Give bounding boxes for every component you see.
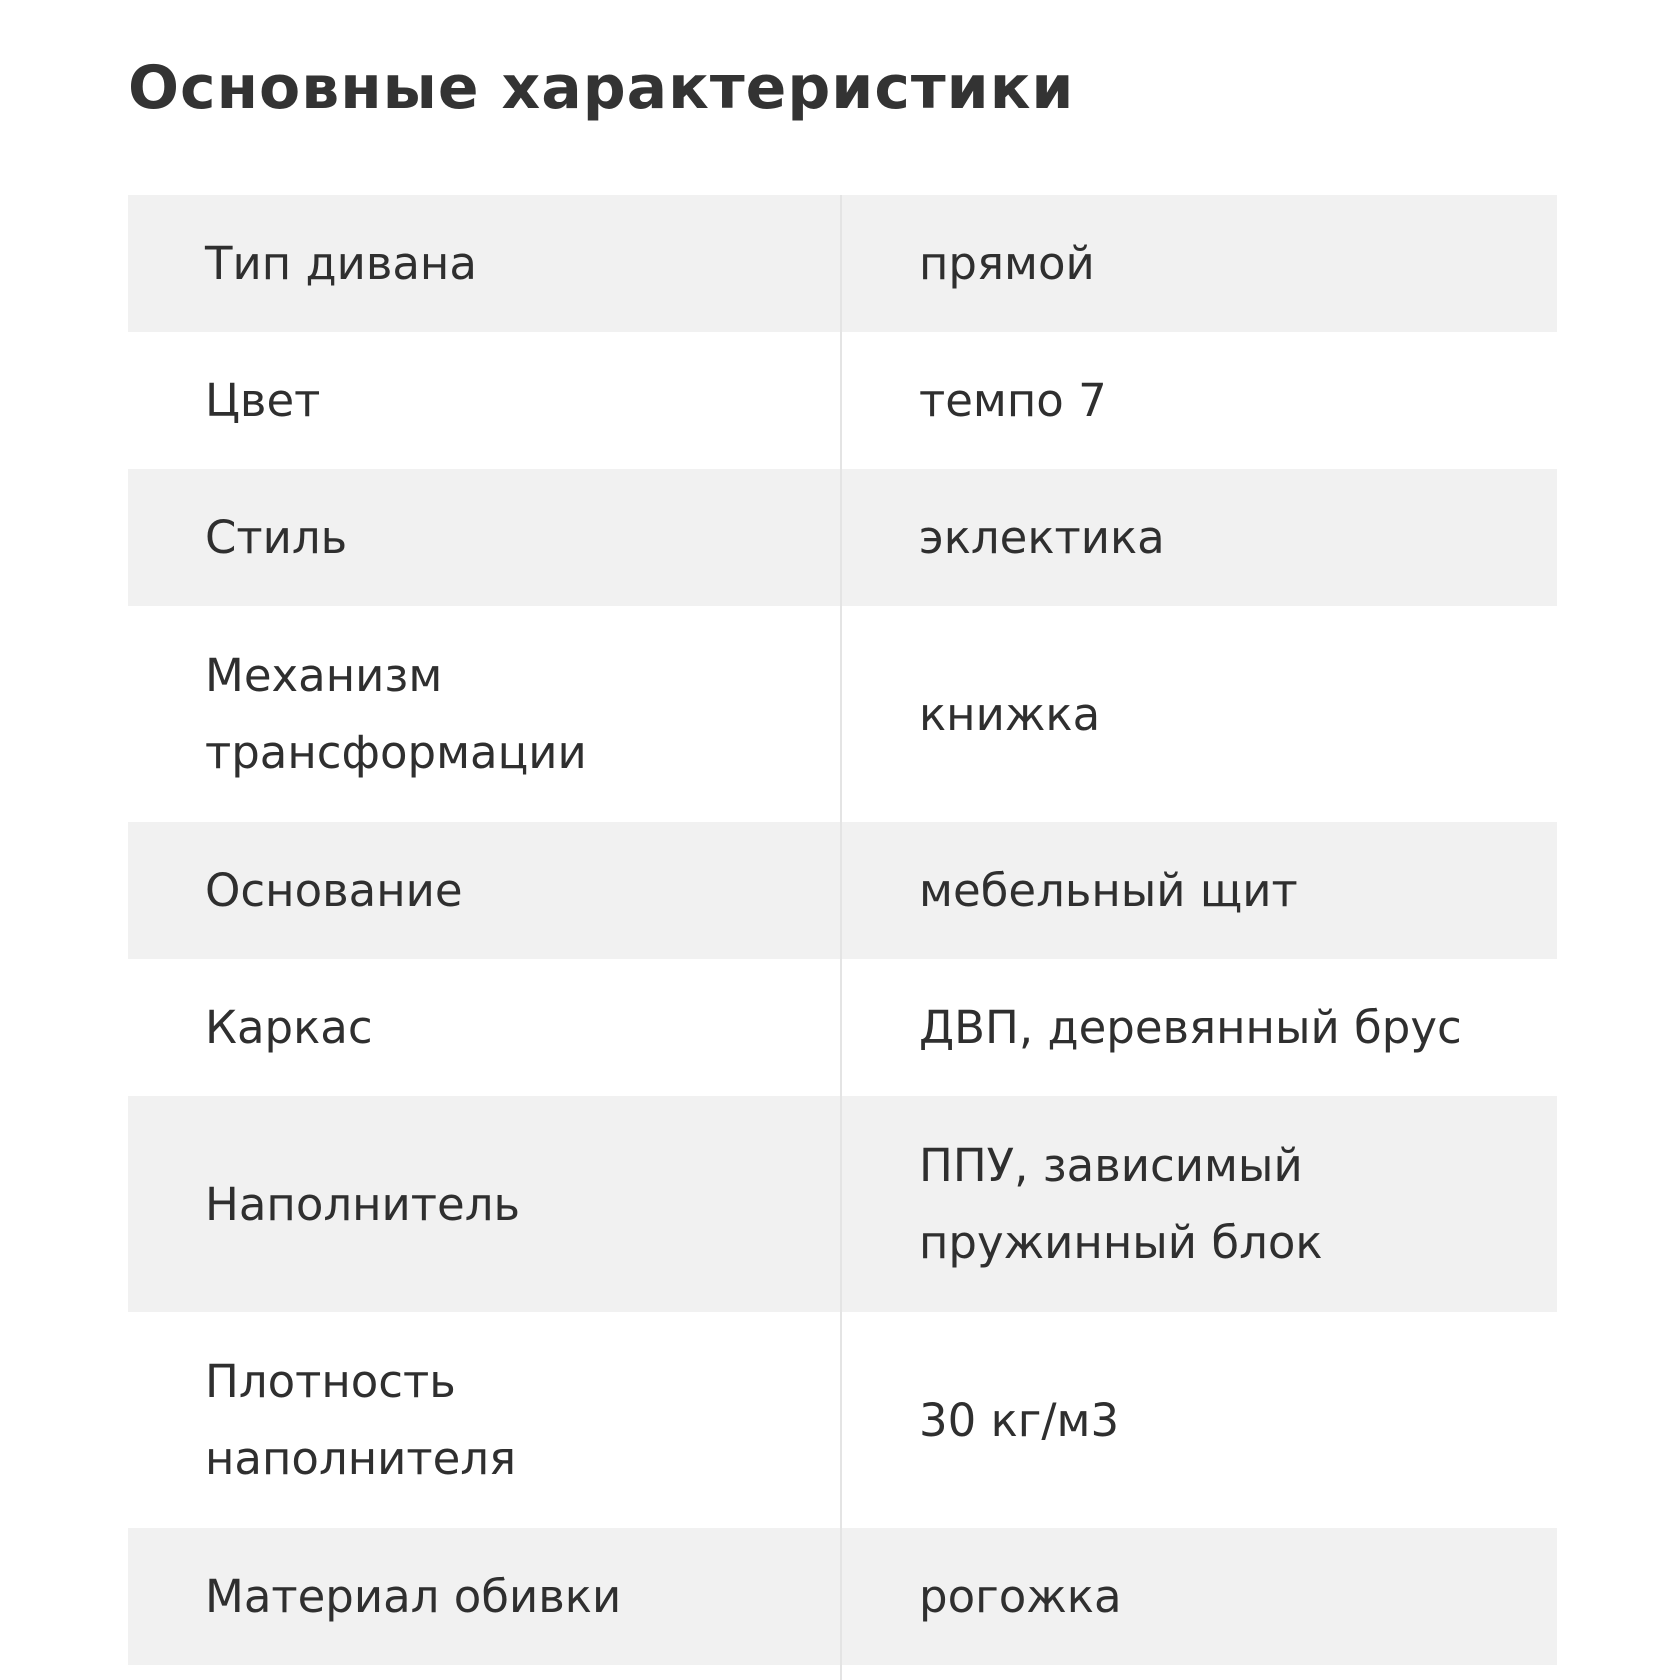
spec-label	[128, 1528, 842, 1665]
page-title: Основные характеристики	[128, 53, 1075, 123]
spec-row-base	[128, 822, 1557, 959]
spec-value	[842, 959, 1557, 1096]
spec-row-style	[128, 469, 1557, 606]
spec-value-text: эклектика	[919, 511, 1165, 564]
spec-label-text: Стиль	[205, 511, 348, 564]
spec-row-frame	[128, 959, 1557, 1096]
spec-value-text: прямой	[919, 237, 1095, 290]
spec-label-text: Цвет	[205, 374, 321, 427]
spec-value-text: ППУ, зависимый пружинный блок	[919, 1139, 1323, 1269]
spec-value-text: книжка	[919, 687, 1101, 741]
spec-table	[128, 195, 1557, 1665]
spec-value	[842, 606, 1557, 822]
spec-value-text: 30 кг/м3	[919, 1393, 1120, 1447]
spec-value-text: мебельный щит	[919, 864, 1298, 917]
spec-row-color	[128, 332, 1557, 469]
spec-label	[128, 195, 842, 332]
spec-label-text: Тип дивана	[205, 237, 477, 290]
spec-value-text: ДВП, деревянный брус	[919, 1001, 1462, 1054]
spec-value-text: темпо 7	[919, 374, 1107, 427]
spec-row-filler-density	[128, 1312, 1557, 1528]
spec-label	[128, 332, 842, 469]
spec-value-text: рогожка	[919, 1570, 1122, 1623]
spec-value	[842, 469, 1557, 606]
spec-value	[842, 822, 1557, 959]
spec-label	[128, 1312, 842, 1528]
spec-row-filler	[128, 1096, 1557, 1312]
column-divider-tail	[128, 1664, 842, 1680]
spec-label-text: Материал обивки	[205, 1570, 622, 1623]
spec-value	[842, 1312, 1557, 1528]
spec-value	[842, 332, 1557, 469]
spec-label	[128, 1096, 842, 1312]
spec-row-mechanism	[128, 606, 1557, 822]
spec-row-sofa-type	[128, 195, 1557, 332]
spec-label	[128, 822, 842, 959]
spec-value	[842, 1096, 1557, 1312]
spec-label-text: Основание	[205, 864, 463, 917]
spec-label	[128, 959, 842, 1096]
spec-value	[842, 1528, 1557, 1665]
spec-row-upholstery	[128, 1528, 1557, 1665]
spec-label	[128, 606, 842, 822]
spec-label	[128, 469, 842, 606]
spec-label-text: Наполнитель	[205, 1177, 520, 1231]
spec-label-text: Механизм трансформации	[205, 649, 587, 779]
spec-label-text: Каркас	[205, 1001, 373, 1054]
spec-label-text: Плотность наполнителя	[205, 1355, 517, 1485]
spec-value	[842, 195, 1557, 332]
